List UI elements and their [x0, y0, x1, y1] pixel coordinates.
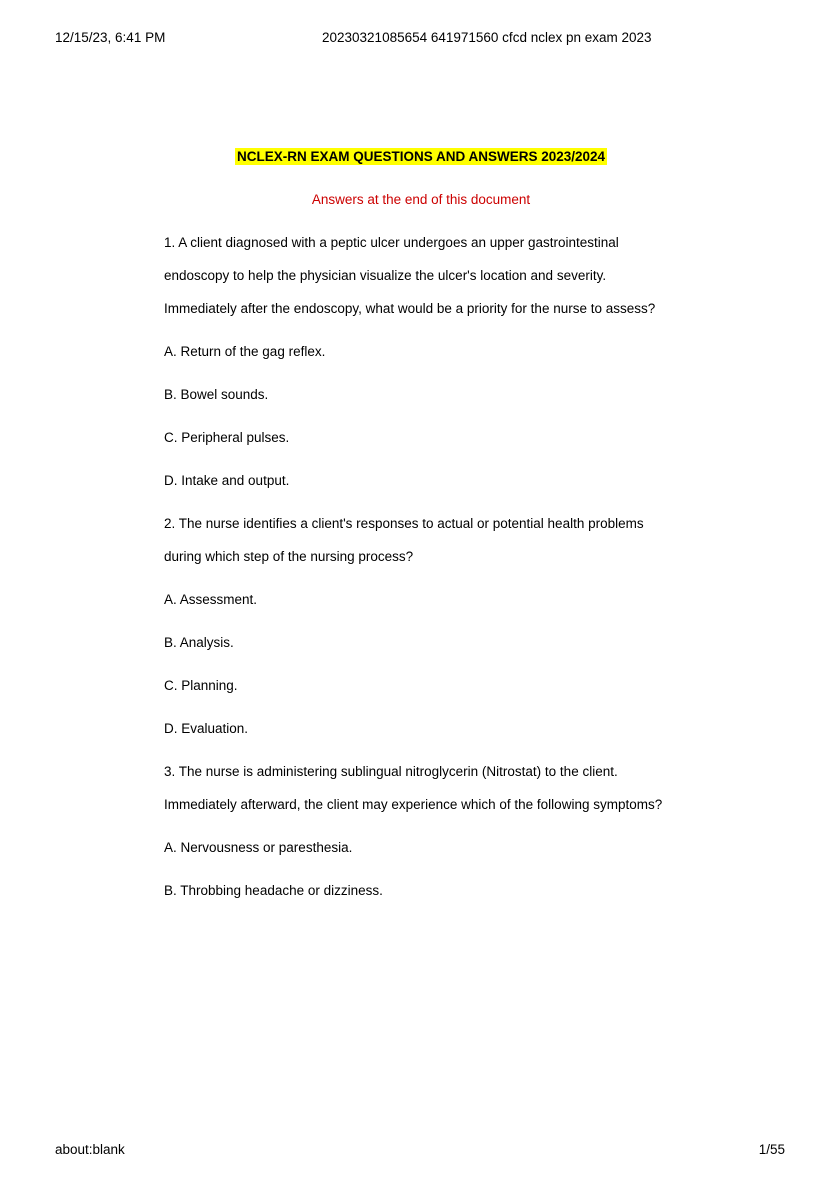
footer-url: about:blank [55, 1142, 125, 1157]
question-2-option-d: D. Evaluation. [164, 721, 249, 736]
question-2-option-b: B. Analysis. [164, 635, 234, 650]
question-1-text: 1. A client diagnosed with a peptic ulcer undergoes an upper gastrointestinal endoscopy to help the physician visualize the ulcer's location and severity. Immediately after the endoscopy, what would be a priority for the nurse to assess? [164, 235, 656, 316]
header-datetime: 12/15/23, 6:41 PM [55, 30, 166, 45]
question-2-text: 2. The nurse identifies a client's responses to actual or potential health problems during which step of the nursing process? [164, 516, 644, 564]
question-1-option-d: D. Intake and output. [164, 473, 290, 488]
question-1-option-a: A. Return of the gag reflex. [164, 344, 326, 359]
question-2-option-c: C. Planning. [164, 678, 238, 693]
document-title-highlight: NCLEX-RN EXAM QUESTIONS AND ANSWERS 2023/2024 [236, 149, 606, 164]
question-3-option-a: A. Nervousness or paresthesia. [164, 840, 353, 855]
question-2-option-a: A. Assessment. [164, 592, 258, 607]
footer-page-number: 1/55 [758, 1142, 785, 1157]
document-content [164, 140, 678, 917]
question-1-option-b: B. Bowel sounds. [164, 387, 269, 402]
document-subtitle: Answers at the end of this document [311, 192, 531, 207]
question-1-option-c: C. Peripheral pulses. [164, 430, 290, 445]
question-3-text: 3. The nurse is administering sublingual nitroglycerin (Nitrostat) to the client. Immediately afterward, the client may experience which of the following symptoms? [164, 764, 663, 812]
question-3-option-b: B. Throbbing headache or dizziness. [164, 883, 383, 898]
document-title [164, 140, 678, 173]
header-document-title: 20230321085654 641971560 cfcd nclex pn exam 2023 [322, 30, 652, 45]
